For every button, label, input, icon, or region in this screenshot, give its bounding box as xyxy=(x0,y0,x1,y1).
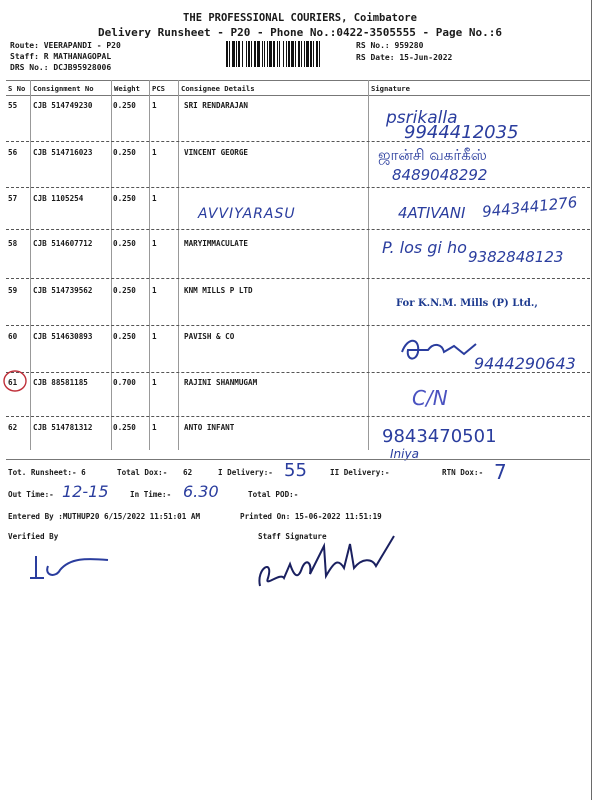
table-top-rule xyxy=(6,80,590,81)
row-pcs: 1 xyxy=(152,332,157,341)
out-time-value: 12-15 xyxy=(62,482,109,501)
col-sno: S No xyxy=(8,84,26,93)
staff-signature-label: Staff Signature xyxy=(258,532,327,541)
barcode-stripe xyxy=(320,41,323,67)
company-stamp: For K.N.M. Mills (P) Ltd., xyxy=(396,298,538,309)
row-consignee: VINCENT GEORGE xyxy=(184,148,249,157)
row-sno: 57 xyxy=(8,194,18,203)
row-sno: 59 xyxy=(8,286,18,295)
row-pcs: 1 xyxy=(152,286,157,295)
staff-signature xyxy=(254,528,414,592)
rtn-dox-value: 7 xyxy=(494,460,507,484)
handwritten-cn: C/N xyxy=(412,386,448,410)
row-divider xyxy=(6,187,590,188)
col-consignee: Consignee Details xyxy=(181,84,255,93)
divider xyxy=(368,80,369,450)
row-consignee: SRI RENDARAJAN xyxy=(184,101,249,110)
row-weight: 0.250 xyxy=(113,239,136,248)
row-divider xyxy=(6,278,590,279)
row-divider xyxy=(6,416,590,417)
row-sno: 61 xyxy=(8,378,18,387)
total-dox-label: Total Dox:- xyxy=(117,468,168,477)
row-pcs: 1 xyxy=(152,423,157,432)
in-time-value: 6.30 xyxy=(183,482,219,501)
row-sno: 55 xyxy=(8,101,18,110)
handwritten-name: psrikalla xyxy=(386,108,458,128)
row-consignee: MARYIMMACULATE xyxy=(184,239,249,248)
handwritten-phone: 9382848123 xyxy=(468,248,564,266)
row-consignment: CJB 514749230 xyxy=(33,101,93,110)
i-delivery-label: I Delivery:- xyxy=(218,468,273,477)
row-divider xyxy=(6,229,590,230)
total-pod-label: Total POD:- xyxy=(248,490,299,499)
col-signature: Signature xyxy=(371,84,410,93)
row-weight: 0.250 xyxy=(113,194,136,203)
rs-date-label: RS Date: 15-Jun-2022 xyxy=(356,53,453,62)
staff-label: Staff: R MATHANAGOPAL xyxy=(10,52,112,61)
rtn-dox-label: RTN Dox:- xyxy=(442,468,484,477)
row-consignee: PAVISH & CO xyxy=(184,332,235,341)
row-pcs: 1 xyxy=(152,194,157,203)
verified-by-label: Verified By xyxy=(8,532,59,541)
divider xyxy=(30,80,31,450)
handwritten-phone: 8489048292 xyxy=(392,166,488,184)
drs-label: DRS No.: DCJB95928006 xyxy=(10,63,112,72)
row-weight: 0.250 xyxy=(113,332,136,341)
handwritten-phone: 9843470501 xyxy=(382,426,497,447)
verified-signature xyxy=(30,548,110,584)
row-sno: 56 xyxy=(8,148,18,157)
handwritten-phone: 9444290643 xyxy=(474,354,576,373)
handwritten-consignee: AVVIYARASU xyxy=(198,206,296,222)
handwritten-name: P. los gi ho xyxy=(382,238,467,257)
row-consignee: KNM MILLS P LTD xyxy=(184,286,253,295)
row-sno: 60 xyxy=(8,332,18,341)
col-weight: Weight xyxy=(114,84,140,93)
rs-no-label: RS No.: 959280 xyxy=(356,41,424,50)
row-consignment: CJB 88581185 xyxy=(33,378,88,387)
row-divider xyxy=(6,141,590,142)
tot-runsheet: Tot. Runsheet:- 6 xyxy=(8,468,86,477)
header-rule xyxy=(6,95,590,96)
row-pcs: 1 xyxy=(152,101,157,110)
route-label: Route: VEERAPANDI - P20 xyxy=(10,41,121,50)
divider xyxy=(178,80,179,450)
page-edge xyxy=(591,0,592,800)
i-delivery-value: 55 xyxy=(284,460,307,481)
handwritten-phone: 9944412035 xyxy=(404,122,519,143)
total-dox-value: 62 xyxy=(183,468,193,477)
row-pcs: 1 xyxy=(152,239,157,248)
entered-by: Entered By :MUTHUP20 6/15/2022 11:51:01 AM xyxy=(8,512,201,521)
row-consignee: ANTO INFANT xyxy=(184,423,235,432)
in-time-label: In Time:- xyxy=(130,490,172,499)
handwritten-name: 4ATIVANI xyxy=(398,204,466,222)
printed-on: Printed On: 15-06-2022 11:51:19 xyxy=(240,512,382,521)
row-pcs: 1 xyxy=(152,148,157,157)
row-consignment: CJB 514739562 xyxy=(33,286,93,295)
runsheet-title: Delivery Runsheet - P20 - Phone No.:0422-3505555 - Page No.:6 xyxy=(98,26,502,39)
row-weight: 0.700 xyxy=(113,378,136,387)
row-pcs: 1 xyxy=(152,378,157,387)
row-consignment: CJB 1105254 xyxy=(33,194,84,203)
row-weight: 0.250 xyxy=(113,286,136,295)
col-consignment: Consignment No xyxy=(33,84,94,93)
row-consignment: CJB 514630893 xyxy=(33,332,93,341)
row-weight: 0.250 xyxy=(113,148,136,157)
divider xyxy=(149,80,150,450)
barcode xyxy=(226,41,348,67)
ii-delivery-label: II Delivery:- xyxy=(330,468,390,477)
handwritten-name: ஜான்சி வகர்கீஸ் xyxy=(378,146,487,164)
divider xyxy=(111,80,112,450)
handwritten-phone: 9443441276 xyxy=(481,193,579,221)
handwritten-name: Iniya xyxy=(390,447,419,461)
row-consignment: CJB 514781312 xyxy=(33,423,93,432)
row-consignment: CJB 514716023 xyxy=(33,148,93,157)
row-consignee: RAJINI SHANMUGAM xyxy=(184,378,258,387)
row-divider xyxy=(6,325,590,326)
row-weight: 0.250 xyxy=(113,101,136,110)
company-title: THE PROFESSIONAL COURIERS, Coimbatore xyxy=(183,12,417,24)
row-sno: 62 xyxy=(8,423,18,432)
col-pcs: PCS xyxy=(152,84,165,93)
row-sno: 58 xyxy=(8,239,18,248)
row-weight: 0.250 xyxy=(113,423,136,432)
row-consignment: CJB 514607712 xyxy=(33,239,93,248)
row-divider xyxy=(6,372,590,373)
signature-mark xyxy=(398,330,478,370)
out-time-label: Out Time:- xyxy=(8,490,54,499)
